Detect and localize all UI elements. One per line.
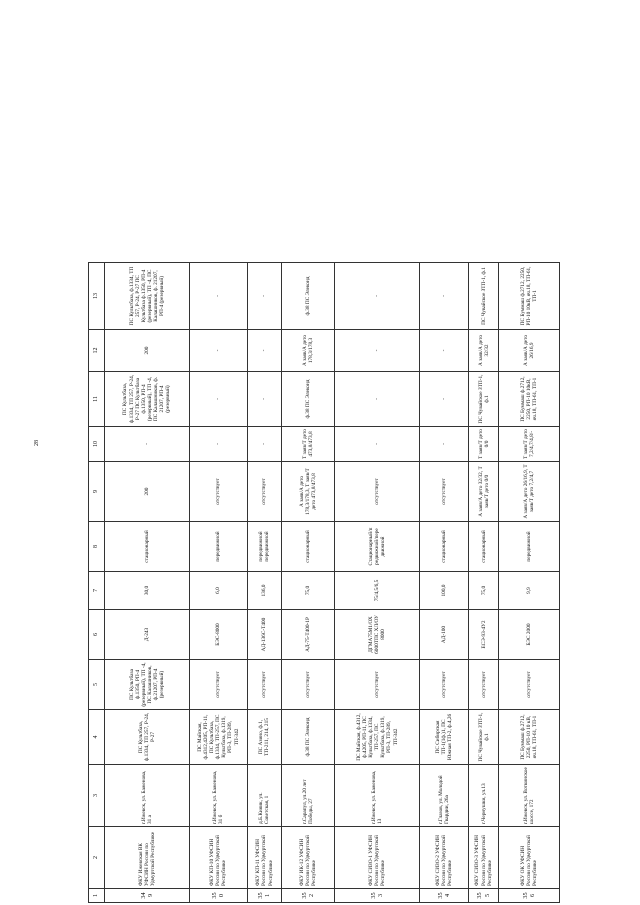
table-cell: А заяв/А дето 26/16,9, Т заяв/Т дето 7,2/4,7 — [499, 462, 560, 522]
column-header: 2 — [89, 827, 105, 889]
table-cell: АД-100 — [420, 610, 469, 660]
table-cell: 6,0 — [189, 572, 247, 610]
table-body — [104, 263, 559, 903]
table-cell: ПС Культбаза, ф.1334, ТП 257, Р-24, Р-27 ПС Культбаза ф.1350, РП-4 (резервный), ТП -4, ПС Калашников, ф. 21207, РП-4 (резервный) — [104, 372, 189, 427]
table-cell: ФКУ СИЗО-3 УФСИН России по Удмуртской Республике — [468, 827, 498, 889]
table-cell: г.Ижевск, ул. Баженова, 31 а — [104, 765, 189, 827]
table-cell: отсутствует — [189, 462, 247, 522]
table-cell: - — [335, 372, 420, 427]
table-cell: г.Ижевск, ул. Баженова, 31 б — [189, 765, 247, 827]
table-cell: ПС Культбаза, ф.1334, ТП 257, Р-24, Р-27 — [104, 710, 189, 765]
table-cell: ФКУ Ижевская ВК УФСИН России по Удмуртской Республике — [104, 827, 189, 889]
table-cell: ЕСЭ-93-4У2 — [468, 610, 498, 660]
table-cell: - — [104, 427, 189, 462]
table-row — [499, 263, 560, 903]
table-row — [248, 263, 282, 903]
table-cell: - — [420, 372, 469, 427]
table-cell: ПС Майская, ф.4312, ф.4205, РП-11, ПС Культбаза, ф.1334, ТП-257, ПС Культбаза, ф.1319, РП-3, ТП-289, ТП-342 — [335, 710, 420, 765]
table-cell: А заяв/А дето 178,3/178,3, Т заяв/Т дето 473,8/473,8 — [281, 462, 334, 522]
table-cell: ФКУ ИК-12 УФСИН России по Удмуртской Республике — [281, 827, 334, 889]
column-header: 12 — [89, 330, 105, 372]
table-cell: отсутствует — [189, 660, 247, 710]
table-cell: Д-243 — [104, 610, 189, 660]
table-cell: отсутствует — [248, 462, 282, 522]
table-cell: - — [189, 427, 247, 462]
table-cell: г.Ижевск, ул. Баженова, 13 — [335, 765, 420, 827]
table-cell: 75,0 — [281, 572, 334, 610]
table-cell: БЭС-8000 — [189, 610, 247, 660]
table-cell: 75,0 — [468, 572, 498, 610]
table-cell: передвижной — [189, 522, 247, 572]
table-cell: ПС Культбаза, ф.1334, ТП 257, Р-24, Р-27 ПС Культбаза ф.1350, РП-4 (резервный), ТП -4, ПС Калашников, ф. 21207, РП-4 (резервный) — [104, 263, 189, 330]
table-cell: Т заяв/Т дето 0/0 — [468, 427, 498, 462]
table-cell: АД-136С-Т400 — [248, 610, 282, 660]
table-cell: Стационарный/п редвижной/пере движной — [335, 522, 420, 572]
table-cell: д.Б.Кияик, ул. Советская, 1 — [248, 765, 282, 827]
table-cell: 75/4,5/6,5 — [335, 572, 420, 610]
table-cell: - — [248, 372, 282, 427]
table-cell: Т заяв/Т дето 473,8/473,8 — [281, 427, 334, 462]
table-cell: - — [335, 330, 420, 372]
rotated-table-sheet — [88, 266, 640, 903]
page-number: 28 — [34, 440, 40, 446]
table-cell: А заяв/А дето 32/32 — [468, 330, 498, 372]
table-cell: - — [248, 330, 282, 372]
table-cell: ф.38 ПС Элеконд — [281, 263, 334, 330]
table-cell: АД-75-Т400-1Р — [281, 610, 334, 660]
table-cell: - — [189, 330, 247, 372]
table-cell: ФКУ СИЗО-1 УФСИН России по Удмуртской Республике — [335, 827, 420, 889]
table-cell: ПС Сибирская ТП-1(1ф.)1, ПС Южная ТП-2, ф.4,26 — [420, 710, 469, 765]
table-cell: ПС Культбаза ф.1350, РП-4 (резервный), ТП -4, ПС Калашников, ф.21207, РП-4 (резервный) — [104, 660, 189, 710]
table-cell: отсутствует — [335, 462, 420, 522]
table-cell: ф.38 ПС Элеконд — [281, 710, 334, 765]
column-header: 6 — [89, 610, 105, 660]
table-cell: ФКУ ОК УФСИН России по Удмуртской Республике — [499, 827, 560, 889]
table-cell: Т заяв/Т дето 7,2/4,7/4,8/- — [499, 427, 560, 462]
table-cell: стационарный — [281, 522, 334, 572]
column-header: 11 — [89, 372, 105, 427]
column-header: 9 — [89, 462, 105, 522]
table-cell: отсутствует — [499, 660, 560, 710]
table-cell: 100,0 — [420, 572, 469, 610]
table-cell: ПС Буммаш ф.2712, 2250, РП-10 10 кВ, яч.18, ТП-61, ТП-1 — [499, 710, 560, 765]
table-cell: А заяв/А дето 178,3/178,3 — [281, 330, 334, 372]
table-cell: отсутствует — [248, 660, 282, 710]
table-row — [104, 263, 189, 903]
column-header: 1 — [89, 889, 105, 903]
table-cell: - — [420, 263, 469, 330]
table-cell: г.Чернушки, ул.13 — [468, 765, 498, 827]
table-cell: передвижной — [499, 522, 560, 572]
table-cell: ФКУ СИЗО-2 УФСИН России по Удмуртской Республике — [420, 827, 469, 889]
table-cell: - — [335, 263, 420, 330]
table-cell: ПС Буммаш ф.2712, 2250, РП-10 10кВ, яч.18, ТП-61, ТП-1 — [499, 263, 560, 330]
table-cell: стационарный — [468, 522, 498, 572]
table-cell: г.Сарапул, ул.20 лет Победы, 27 — [281, 765, 334, 827]
table-cell: ПС Чувайское ЗТП-1, ф.1 — [468, 372, 498, 427]
table-cell: ДГМА75М1/ОХ 6000ТПС ХЛ/ОУ 8000 — [335, 610, 420, 660]
table-row — [420, 263, 469, 903]
table-cell: - — [248, 263, 282, 330]
column-header: 4 — [89, 710, 105, 765]
table-cell: 353 — [335, 889, 420, 903]
table-cell: 9,9 — [499, 572, 560, 610]
table-cell: 350 — [189, 889, 247, 903]
table-cell: А заяв/А дето 32/32, Т заяв/Т дето 0/0 — [468, 462, 498, 522]
table-row — [335, 263, 420, 903]
table-cell: г.Ижевск, ул. Воткинское шоссе, 172 — [499, 765, 560, 827]
table-cell: 354 — [420, 889, 469, 903]
table-cell: - — [189, 372, 247, 427]
table-row — [468, 263, 498, 903]
table-cell: отсутствует — [420, 462, 469, 522]
table-cell: ф.38 ПС Элеконд — [281, 372, 334, 427]
table-cell: ПС Чувайское ЗТП-1, ф.1 — [468, 710, 498, 765]
table-cell: отсутствует — [281, 660, 334, 710]
table-cell: отсутствует — [420, 660, 469, 710]
table-cell: 30,0 — [104, 572, 189, 610]
table-cell: стационарный — [104, 522, 189, 572]
table-row — [189, 263, 247, 903]
column-header: 5 — [89, 660, 105, 710]
header-row — [89, 263, 105, 903]
table-row — [281, 263, 334, 903]
table-cell: отсутствует — [468, 660, 498, 710]
table-cell: передвижной передвижной — [248, 522, 282, 572]
table-cell: БЭС 2000 — [499, 610, 560, 660]
table-cell: отсутствует — [335, 660, 420, 710]
column-header: 8 — [89, 522, 105, 572]
table-cell: 352 — [281, 889, 334, 903]
column-header: 13 — [89, 263, 105, 330]
table-cell: - — [189, 263, 247, 330]
column-header: 10 — [89, 427, 105, 462]
table-cell: 356 — [499, 889, 560, 903]
table-cell: 200 — [104, 330, 189, 372]
table-cell: ПС Майская, ф.4312,4205, РП-11, ПС Культбаза, ф.1334, ТП-257, ПС Культбаза, ф.1319, РП-3, ТП-289, ТП-342 — [189, 710, 247, 765]
table-cell: стационарный — [420, 522, 469, 572]
column-header: 7 — [89, 572, 105, 610]
table-cell: - — [420, 330, 469, 372]
table-cell: ПС Азино, ф.1, ТП-211, 214, 215 — [248, 710, 282, 765]
table-cell: 349 — [104, 889, 189, 903]
table-cell: г.Глазов, ул. Молодой Гвардии, 26а — [420, 765, 469, 827]
table-cell: - — [335, 427, 420, 462]
table-cell: 351 — [248, 889, 282, 903]
table-cell: ПС Чувайское ЗТП-1, ф.1 — [468, 263, 498, 330]
data-table — [88, 262, 560, 903]
table-cell: - — [420, 427, 469, 462]
table-cell: ФКУ КП-11 УФСИН России по Удмуртской Республике — [248, 827, 282, 889]
table-cell: ПС Буммаш ф.2712, 2250, РП-10 10кВ, яч.18, ТП-61, ТП-1 — [499, 372, 560, 427]
table-cell: - — [248, 427, 282, 462]
column-header: 3 — [89, 765, 105, 827]
table-cell: 136,0 — [248, 572, 282, 610]
table-cell: 355 — [468, 889, 498, 903]
table-cell: ФКУ КП-10 УФСИН России по Удмуртской Республике — [189, 827, 247, 889]
table-cell: А заяв/А дето 26/16,9 — [499, 330, 560, 372]
table-cell: 200 — [104, 462, 189, 522]
